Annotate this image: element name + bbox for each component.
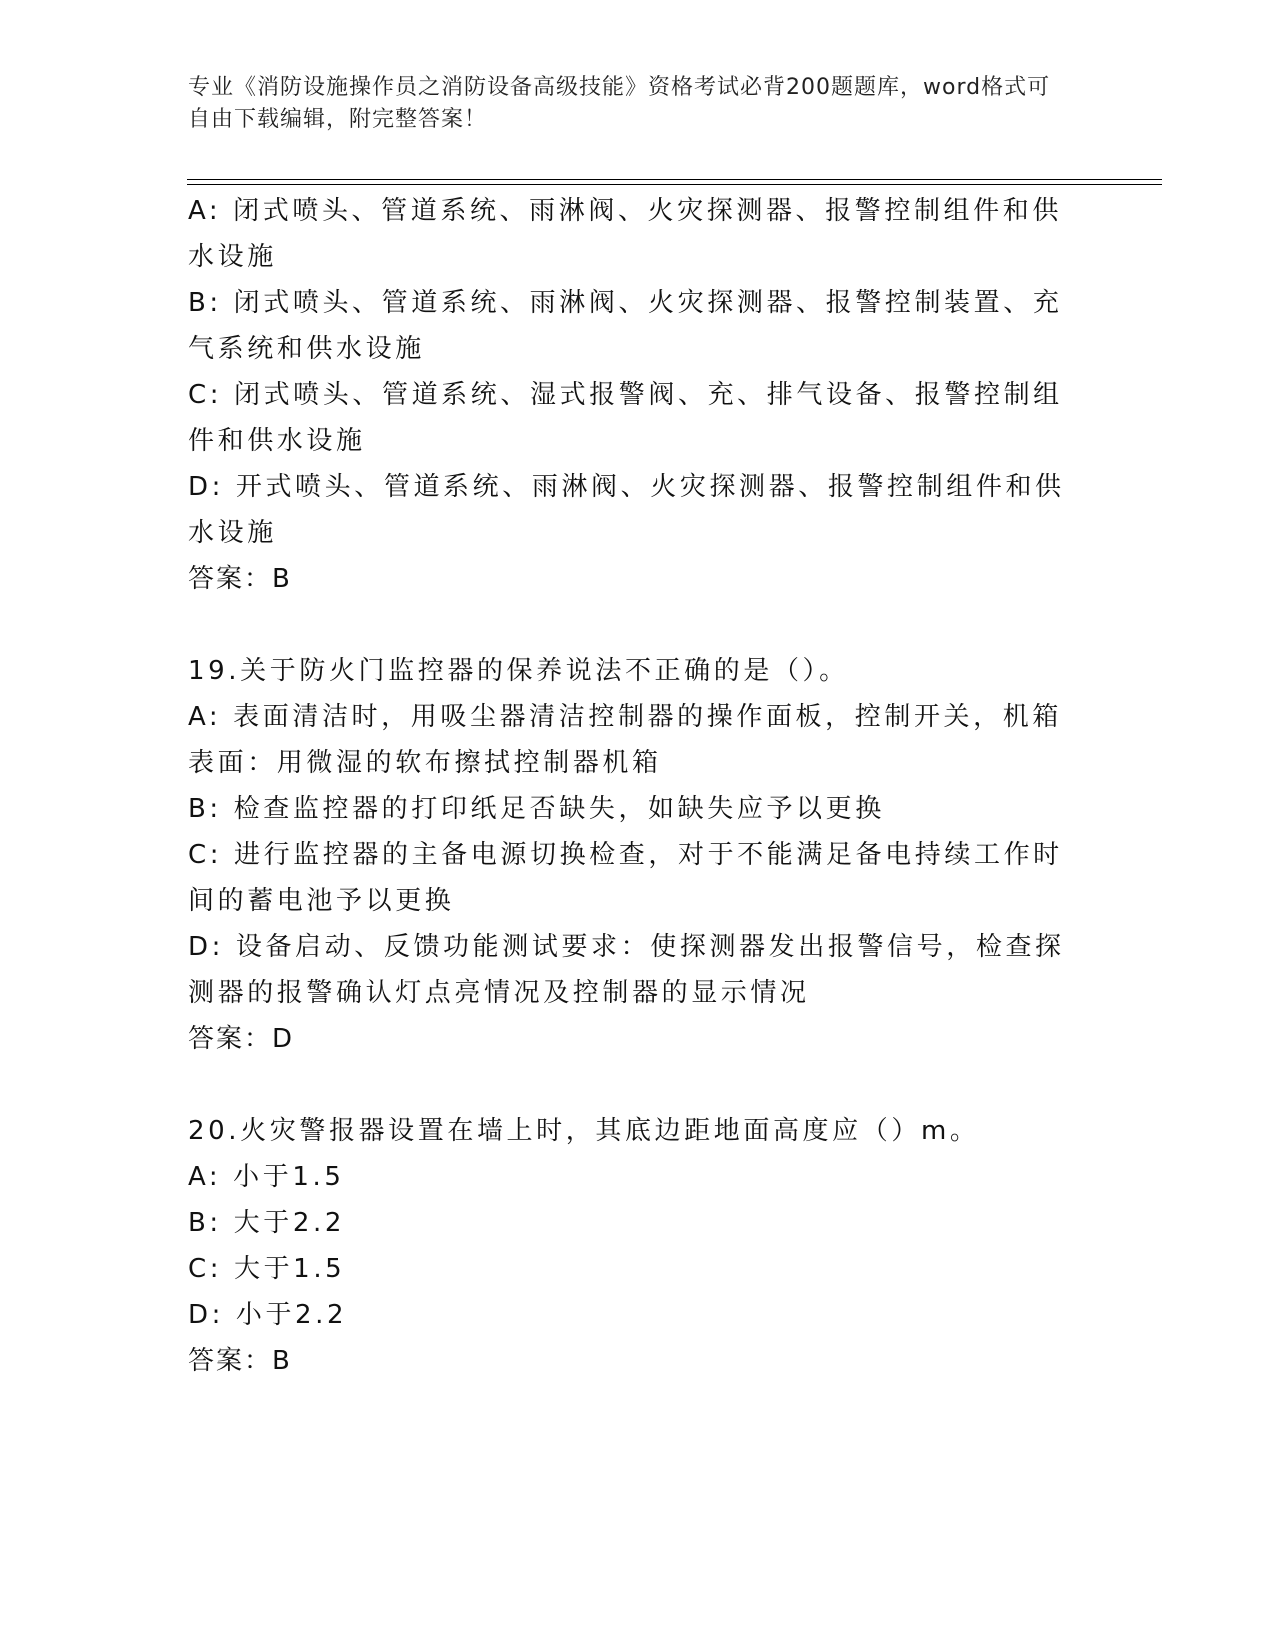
- option-d: D: 设备启动、反馈功能测试要求：使探测器发出报警信号，检查探测器的报警确认灯点亮情况及控制器的显示情况: [188, 932, 1065, 1008]
- option-c: C: 大于1.5: [188, 1254, 346, 1284]
- header-rule-bottom: [187, 184, 1162, 185]
- question-stem: 19.关于防火门监控器的保养说法不正确的是（）。: [188, 656, 849, 686]
- option-d: D: 小于2.2: [188, 1300, 348, 1330]
- answer-line: 答案：B: [188, 564, 292, 594]
- option-a: A: 表面清洁时，用吸尘器清洁控制器的操作面板，控制开关，机箱表面：用微湿的软布擦拭控制器机箱: [188, 702, 1062, 778]
- option-b: B: 闭式喷头、管道系统、雨淋阀、火灾探测器、报警控制装置、充气系统和供水设施: [188, 288, 1063, 364]
- header-rule-top: [187, 179, 1162, 180]
- question-block-continued: [188, 188, 1088, 602]
- option-a: A: 闭式喷头、管道系统、雨淋阀、火灾探测器、报警控制组件和供水设施: [188, 196, 1062, 272]
- option-a: A: 小于1.5: [188, 1162, 345, 1192]
- question-block-19: [188, 648, 1088, 1062]
- option-b: B: 大于2.2: [188, 1208, 346, 1238]
- document-body: [188, 188, 1088, 1384]
- option-c: C: 进行监控器的主备电源切换检查，对于不能满足备电持续工作时间的蓄电池予以更换: [188, 840, 1063, 916]
- question-block-20: [188, 1108, 1088, 1384]
- option-b: B: 检查监控器的打印纸足否缺失，如缺失应予以更换: [188, 794, 885, 824]
- answer-line: 答案：D: [188, 1024, 295, 1054]
- spacer: [188, 1062, 1088, 1108]
- option-d: D: 开式喷头、管道系统、雨淋阀、火灾探测器、报警控制组件和供水设施: [188, 472, 1065, 548]
- option-c: C: 闭式喷头、管道系统、湿式报警阀、充、排气设备、报警控制组件和供水设施: [188, 380, 1063, 456]
- spacer: [188, 602, 1088, 648]
- question-stem: 20.火灾警报器设置在墙上时，其底边距地面高度应（）m。: [188, 1116, 980, 1146]
- document-header: 专业《消防设施操作员之消防设备高级技能》资格考试必背200题题库，word格式可自由下载编辑，附完整答案！: [188, 75, 1051, 132]
- answer-line: 答案：B: [188, 1346, 292, 1376]
